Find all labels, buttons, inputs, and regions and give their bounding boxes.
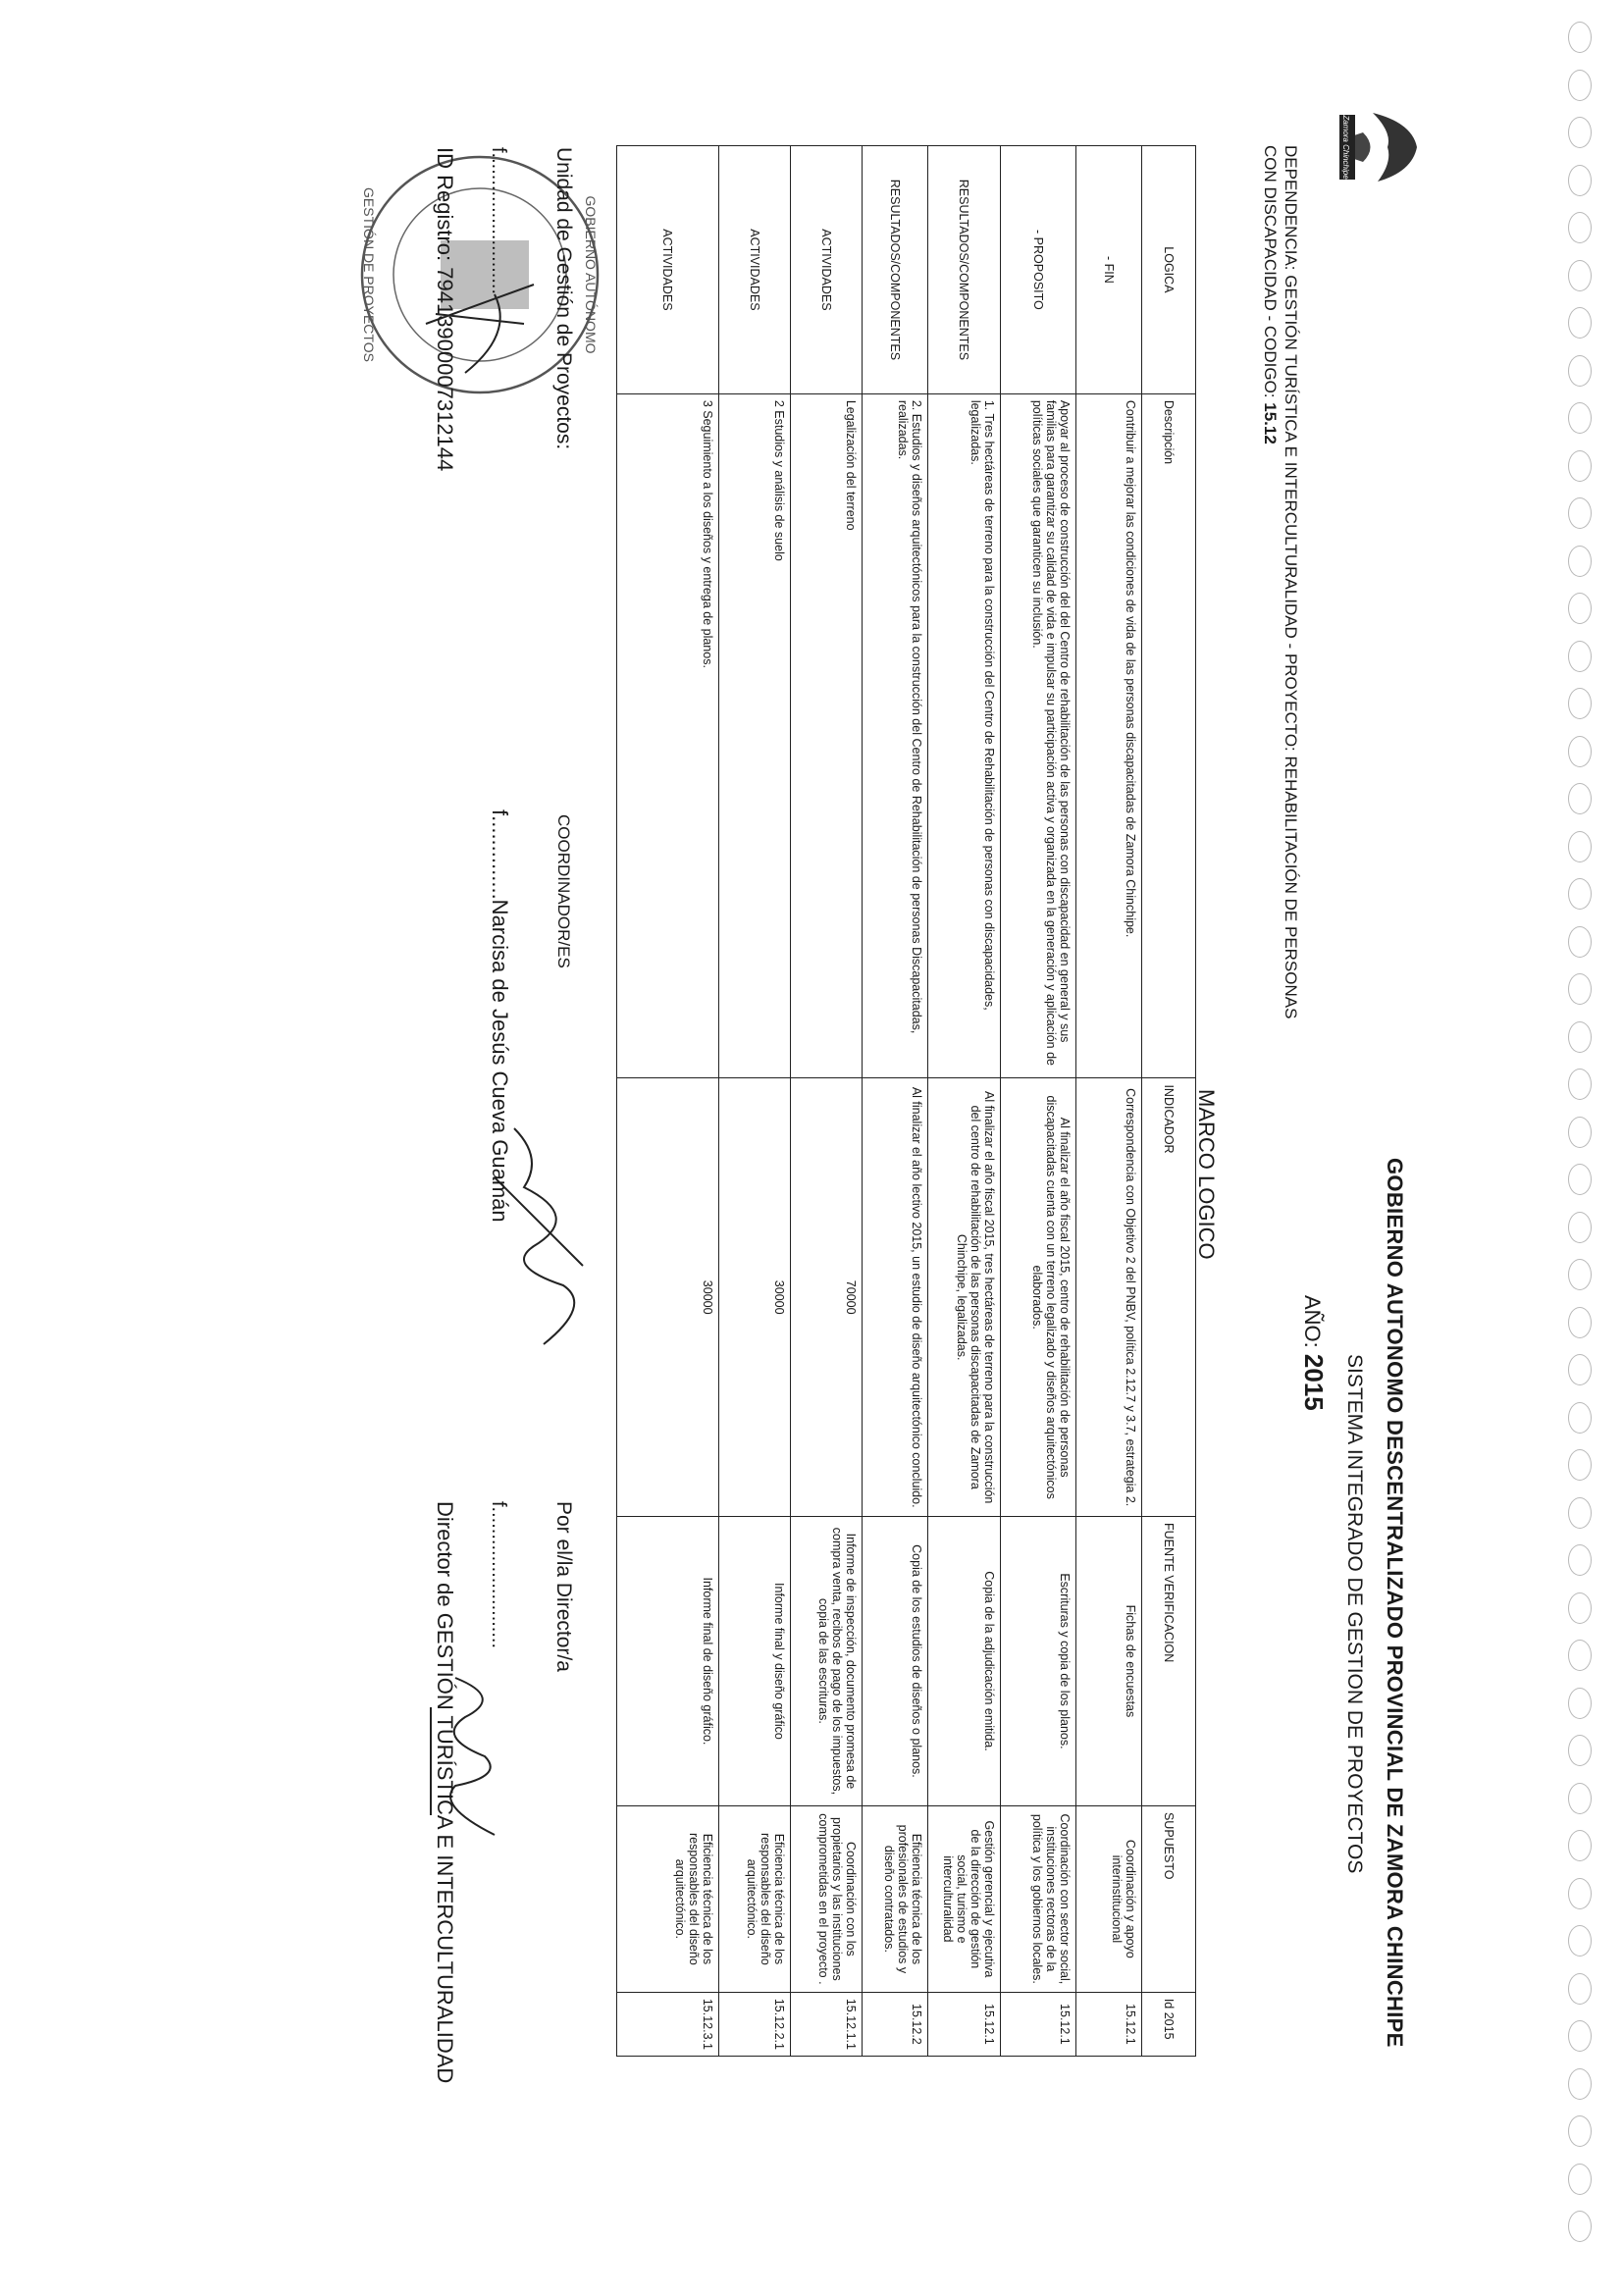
year-label: AÑO: bbox=[1300, 1295, 1325, 1348]
director-title: Director de GESTIÓN TURÍSTICA E INTERCULTURALIDAD bbox=[433, 1501, 457, 2084]
logical-framework-table bbox=[616, 145, 1196, 2057]
svg-text:GOBIERNO AUTÓNOMO: GOBIERNO AUTÓNOMO bbox=[583, 195, 599, 354]
cell-supuesto: Eficiencia técnica de los responsables del diseño arquitectónico. bbox=[719, 1805, 791, 1992]
coordinators-label: COORDINADOR/ES bbox=[554, 814, 573, 968]
table-row bbox=[1076, 146, 1142, 2057]
cell-logica: RESULTADOS/COMPONENTES bbox=[928, 146, 1001, 394]
dependency-code-line bbox=[1260, 145, 1281, 1018]
government-title: GOBIERNO AUTONOMO DESCENTRALIZADO PROVINCIAL DE ZAMORA CHINCHIPE bbox=[1383, 1158, 1407, 2048]
cell-id: 15.12.1 bbox=[1001, 1992, 1076, 2056]
header-descripcion: Descripción bbox=[1142, 393, 1196, 1078]
cell-descripcion: Contribuir a mejorar las condiciones de vida de las personas discapacitadas de Zamora Chinchipe. bbox=[1076, 393, 1142, 1078]
header-indicador: INDICADOR bbox=[1142, 1078, 1196, 1517]
coordinator-name: f..............Narcisa de Jesús Cueva Guamán bbox=[488, 809, 512, 1223]
header-logica: LOGICA bbox=[1142, 146, 1196, 394]
director-for-label: Por el/la Director/a bbox=[552, 1501, 575, 1672]
table-row bbox=[791, 146, 863, 2057]
cell-id: 15.12.1 bbox=[1076, 1992, 1142, 2056]
cell-fuente: Informe final de diseño gráfico. bbox=[617, 1516, 719, 1805]
cell-supuesto: Eficiencia técnica de los responsables del diseño arquitectónico. bbox=[617, 1805, 719, 1992]
cell-fuente: Copia de los estudios de diseños o planos. bbox=[863, 1516, 928, 1805]
code-label: CON DISCAPACIDAD - CODIGO: bbox=[1261, 145, 1280, 403]
cell-fuente: Informe de inspección, documento promesa de compra venta, recibos de pago de los impuestos, copia de las escrituras. bbox=[791, 1516, 863, 1805]
cell-descripcion: Legalización del terreno bbox=[791, 393, 863, 1078]
cell-descripcion: Apoyar al proceso de construcción del del Centro de rehabilitación de las personas con discapacidad en general y sus familias para garantizar su calidad de vida e impulsar su participación activa y organizada en la generación y aplicación de políticas sociales que garanticen su inclusión. bbox=[1001, 393, 1076, 1078]
table-row bbox=[863, 146, 928, 2057]
table-row bbox=[928, 146, 1001, 2057]
table-header-row bbox=[1142, 146, 1196, 2057]
zamora-chinchipe-logo bbox=[1334, 103, 1432, 191]
svg-text:GESTIÓN DE PROYECTOS: GESTIÓN DE PROYECTOS bbox=[361, 187, 377, 362]
cell-logica: - FIN bbox=[1076, 146, 1142, 394]
cell-indicador: Al finalizar el año lectivo 2015, un estudio de diseño arquitectónico concluido. bbox=[863, 1078, 928, 1517]
table-row bbox=[617, 146, 719, 2057]
cell-logica: ACTIVIDADES bbox=[719, 146, 791, 394]
system-title: SISTEMA INTEGRADO DE GESTION DE PROYECTOS bbox=[1343, 1354, 1366, 1874]
cell-indicador: 30000 bbox=[719, 1078, 791, 1517]
code-value: 15.12 bbox=[1261, 402, 1280, 444]
cell-descripcion: 1. Tres hectáreas de terreno para la construcción del Centro de Rehabilitación de personas con discapacidades, legalizadas. bbox=[928, 393, 1001, 1078]
cell-supuesto: Coordinación con los propietarios y las instituciones comprometidas en el proyecto . bbox=[791, 1805, 863, 1992]
header-fuente: FUENTE VERIFICACION bbox=[1142, 1516, 1196, 1805]
cell-descripcion: 2. Estudios y diseños arquitectónicos para la construcción del Centro de Rehabilitación de personas Discapacitadas, realizadas. bbox=[863, 393, 928, 1078]
dependency-line bbox=[1260, 145, 1301, 1018]
cell-logica: ACTIVIDADES bbox=[791, 146, 863, 394]
cell-supuesto: Eficiencia técnica de los profesionales de estudios y diseño contratados. bbox=[863, 1805, 928, 1992]
cell-id: 15.12.1.1 bbox=[791, 1992, 863, 2056]
registry-id: ID Registro: 79413900007312144 bbox=[433, 147, 457, 472]
cell-indicador: Al finalizar el año fiscal 2015, tres hectáreas de terreno para la construcción del centro de rehabilitación de las personas discapacitadas de Zamora Chinchipe, legalizadas. bbox=[928, 1078, 1001, 1517]
unit-signature-line: f.......................... bbox=[488, 147, 509, 295]
cell-fuente: Copia de la adjudicación emitida. bbox=[928, 1516, 1001, 1805]
cell-id: 15.12.3.1 bbox=[617, 1992, 719, 2056]
cell-indicador: 70000 bbox=[791, 1078, 863, 1517]
dependency-text: DEPENDENCIA: GESTIÓN TURÍSTICA E INTERCULTURALIDAD - PROYECTO: REHABILITACIÓN DE PERSONAS bbox=[1282, 145, 1300, 1019]
header-id: Id 2015 bbox=[1142, 1992, 1196, 2056]
unit-label: Unidad de Gestión de Proyectos: bbox=[552, 147, 575, 450]
cell-supuesto: Coordinación y apoyo interinstitucional bbox=[1076, 1805, 1142, 1992]
cell-fuente: Informe final y diseño gráfico bbox=[719, 1516, 791, 1805]
cell-logica: RESULTADOS/COMPONENTES bbox=[863, 146, 928, 394]
cell-supuesto: Coordinación con sector social, instituciones rectoras de la política y los gobiernos locales. bbox=[1001, 1805, 1076, 1992]
section-title: MARCO LOGICO bbox=[1194, 1089, 1219, 1260]
table-row bbox=[719, 146, 791, 2057]
cell-supuesto: Gestión gerencial y ejecutiva de la dirección de gestión social, turismo e interculturalidad bbox=[928, 1805, 1001, 1992]
cell-logica: ACTIVIDADES bbox=[617, 146, 719, 394]
cell-fuente: Escrituras y copia de los planos. bbox=[1001, 1516, 1076, 1805]
year-value: 2015 bbox=[1299, 1353, 1329, 1411]
header-supuesto: SUPUESTO bbox=[1142, 1805, 1196, 1992]
table-row bbox=[1001, 146, 1076, 2057]
cell-descripcion: 2 Estudios y análisis de suelo bbox=[719, 393, 791, 1078]
cell-indicador: Correspondencia con Objetivo 2 del PNBV, política 2.12.7 y 3.7, estrategia 2. bbox=[1076, 1078, 1142, 1517]
cell-id: 15.12.1 bbox=[928, 1992, 1001, 2056]
cell-id: 15.12.2.1 bbox=[719, 1992, 791, 2056]
svg-text:Zamora Chinchipe: Zamora Chinchipe bbox=[1341, 115, 1350, 180]
cell-indicador: Al finalizar el año fiscal 2015, centro de rehabilitación de personas discapacitadas cuenta con un terreno legalizado y diseños arquitectónicos elaborados. bbox=[1001, 1078, 1076, 1517]
cell-id: 15.12.2 bbox=[863, 1992, 928, 2056]
year-line bbox=[1298, 1295, 1329, 1411]
cell-indicador: 30000 bbox=[617, 1078, 719, 1517]
director-signature-line: f.......................... bbox=[488, 1501, 509, 1649]
cell-descripcion: 3 Seguimiento a los diseños y entrega de planos. bbox=[617, 393, 719, 1078]
cell-logica: - PROPOSITO bbox=[1001, 146, 1076, 394]
cell-fuente: Fichas de encuestas bbox=[1076, 1516, 1142, 1805]
